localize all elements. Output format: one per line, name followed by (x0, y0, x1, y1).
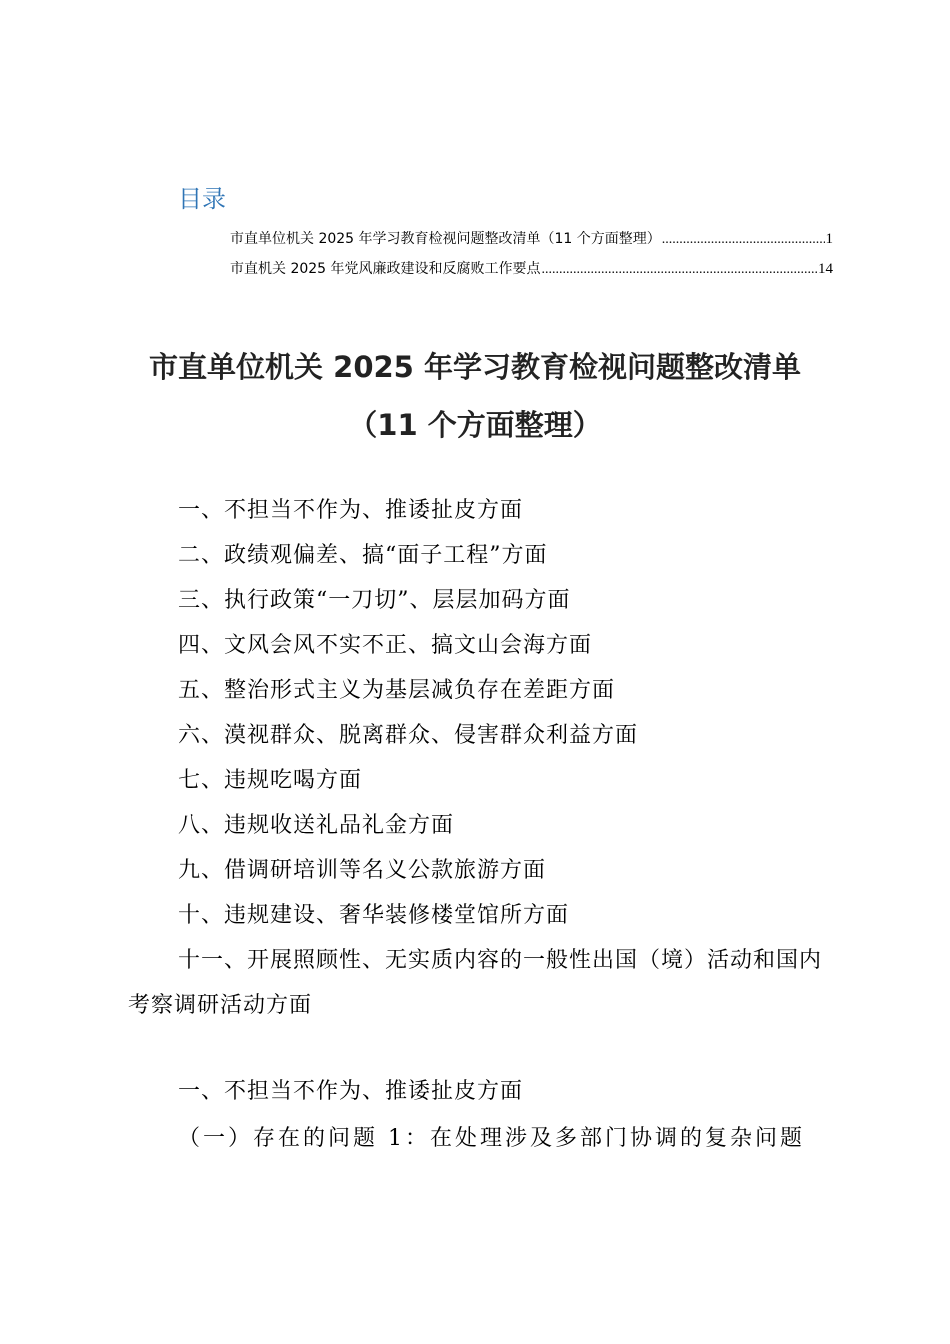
problem-paragraph: （一）存在的问题 1：在处理涉及多部门协调的复杂问题 (178, 1126, 805, 1151)
aspect-item-9: 九、借调研培训等名义公款旅游方面 (178, 858, 547, 883)
toc-leader-dots (662, 225, 825, 255)
toc-entry-page: 1 (825, 231, 833, 247)
aspect-item-11: 十一、开展照顾性、无实质内容的一般性出国（境）活动和国内考察调研活动方面 (128, 948, 823, 1018)
toc-leader-dots (542, 255, 817, 285)
aspect-item-8: 八、违规收送礼品礼金方面 (178, 813, 455, 838)
aspect-item-1: 一、不担当不作为、推诿扯皮方面 (178, 498, 524, 523)
aspect-item-4: 四、文风会风不实不正、搞文山会海方面 (178, 633, 593, 658)
aspect-item-5: 五、整治形式主义为基层减负存在差距方面 (178, 678, 616, 703)
table-of-contents (230, 224, 833, 284)
toc-entry-text: 市直单位机关 2025 年学习教育检视问题整改清单（11 个方面整理） (230, 231, 661, 247)
aspect-item-6: 六、漠视群众、脱离群众、侵害群众利益方面 (178, 723, 639, 748)
toc-entry-page: 14 (818, 261, 833, 277)
toc-entry-1[interactable] (230, 224, 833, 254)
document-title-line-2: （11 个方面整理） (348, 408, 602, 442)
toc-heading: 目录 (178, 185, 226, 213)
aspect-item-10: 十、违规建设、奢华装修楼堂馆所方面 (178, 903, 570, 928)
aspect-item-7: 七、违规吃喝方面 (178, 768, 363, 793)
document-title (0, 338, 950, 454)
aspects-list (128, 488, 833, 1028)
toc-entry-2[interactable] (230, 254, 833, 284)
aspect-item-2: 二、政绩观偏差、搞“面子工程”方面 (178, 543, 548, 568)
aspect-item-3: 三、执行政策“一刀切”、层层加码方面 (178, 588, 571, 613)
toc-entry-text: 市直机关 2025 年党风廉政建设和反腐败工作要点 (230, 261, 541, 277)
section-heading: 一、不担当不作为、推诿扯皮方面 (178, 1079, 524, 1104)
document-title-line-1: 市直单位机关 2025 年学习教育检视问题整改清单 (149, 350, 801, 384)
